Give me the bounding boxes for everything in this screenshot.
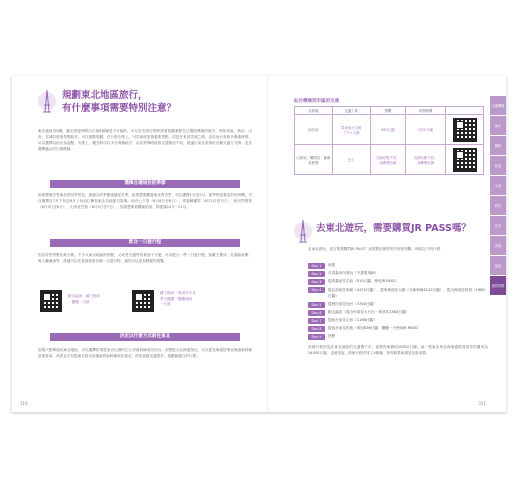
chapter-tab[interactable]: 福島 bbox=[490, 256, 506, 276]
day-badge: Day 4 bbox=[308, 287, 325, 293]
itinerary-row bbox=[308, 301, 498, 308]
qr2-caption-line: 季大樓纜・鹽竈城址 bbox=[160, 296, 193, 301]
jr-pass-closing: 這個行程因為在東北地區的交通費不多，需要的車費約20832日圓，而一張東北與北海道通路周遊券的費用為24000日圓，也就是說，即使行程安排了4個縣，但每程乘車還是比較划算。 bbox=[308, 345, 488, 355]
itinerary-row bbox=[308, 270, 498, 277]
section-heading-transport: 決定以什麼方式前往東北 bbox=[50, 333, 240, 341]
itinerary-row bbox=[308, 325, 498, 332]
page-number-left: 310 bbox=[20, 401, 28, 406]
day-text: 從青森前往弘前（510日圓，使用JR PASS） bbox=[328, 279, 399, 283]
page-number-right: 311 bbox=[478, 401, 486, 406]
chapter-tab[interactable]: 松島 bbox=[490, 156, 506, 176]
qr-code-icon[interactable] bbox=[453, 148, 477, 172]
qr-code-icon[interactable] bbox=[40, 290, 62, 312]
qr2-caption-line: 一日遊 bbox=[160, 302, 171, 306]
itinerary-row bbox=[308, 317, 498, 324]
table-row bbox=[295, 115, 484, 145]
itinerary-row bbox=[308, 286, 498, 300]
chapter-tab[interactable]: 岩手 bbox=[490, 216, 506, 236]
table-cell: 各線站點不同， 請參閱官網 bbox=[370, 145, 406, 175]
transport-table bbox=[294, 106, 484, 175]
table-cell: 電車仙台空港 アクセス線 bbox=[332, 115, 370, 145]
table-cell: 各線站點不同， 請參閱官網 bbox=[406, 145, 446, 175]
table-header-row bbox=[295, 107, 484, 115]
itinerary-row bbox=[308, 309, 498, 316]
day-text: 從仙台前往山形（1166日圓） bbox=[328, 318, 377, 322]
day-badge: Day 8 bbox=[308, 326, 325, 332]
day-text: 銀山溫泉（從山形前往大石田・來回共1360日圓） bbox=[328, 310, 410, 314]
day-text: 從弘前前往角館（2470日圓），從角館前往大館（全新幹線4210日圓），從大館前往秋田（1980日圓） bbox=[328, 287, 485, 298]
table-cell: 巴士 bbox=[332, 145, 370, 175]
day-badge: Day 5 bbox=[308, 302, 325, 308]
page-title-line2: 有什麼事項需要特別注意？ bbox=[62, 103, 177, 114]
table-cell: 山形站、鶴岡站・會津若松等 bbox=[295, 145, 333, 175]
table-header: 交通工具 bbox=[332, 107, 370, 115]
season-paragraph: 如果想要享受東北的四季景色，最適合的季節建議是冬季，如果想要觀賞東北的雪景，可以選擇1月至2月；夏季則是賞花的好時機，可以選擇在7月下旬至8月上旬前往參加東北各地夏日祭典。仙台七夕祭（8月6日至8日）、青森睡魔祭（8月2日至7日）、秋田竿燈祭（8月3日至6日）、山形花笠祭（8月5日至7日），如果想要看楓葉的話，則建議10月~11月。 bbox=[38, 193, 252, 209]
qr1-caption-line: ・鹽竈一日遊 bbox=[68, 299, 90, 304]
jr-pass-intro: 去東北遊玩，是否需要購買JR PASS？這需要依照你的行程來判斷，例如以下的行程： bbox=[308, 247, 444, 251]
day-badge: Day 3 bbox=[308, 279, 325, 285]
qr2-caption bbox=[160, 291, 196, 308]
table-cell bbox=[446, 145, 484, 175]
table-cell: 約25分鐘 bbox=[406, 115, 446, 145]
eiffel-tower-icon bbox=[294, 218, 312, 244]
itinerary-row bbox=[308, 333, 498, 340]
left-page bbox=[12, 76, 267, 412]
section-heading-season: 選擇合適這份的季節 bbox=[50, 180, 240, 188]
day-badge: Day 2 bbox=[308, 271, 325, 277]
day-text: 在青森市內遊玩（不需要用JR） bbox=[328, 271, 379, 275]
qr1-caption-line: 銀山溫泉・藏王樹冰 bbox=[68, 294, 101, 298]
intro-paragraph: 東北地區有6縣，雖在旅遊時間內日遊6個縣是不可能的，可以在安排行程時需要規劃重點在已選進傳過的地方，例如青森、秋田、山形、宮城的旅遊景點較多，可以重點規劃，在行程安排上，可以深度旅遊重要景點，或是在來回宮城之間，由於仙台有較多優惠時程，可以選擇以仙台為起點，安排上，觀光時可以多走幾個地方，由於特殊時段的交通情況不同，建議行前先查詢好各種交通方式JR，並先選擇適合的行程路線。 bbox=[38, 129, 252, 151]
chapter-tab[interactable]: 購物 bbox=[490, 136, 506, 156]
day-text: 從秋田前往仙台（3740日圓） bbox=[328, 302, 377, 306]
day-badge: Day 6 bbox=[308, 310, 325, 316]
day-text: 回程 bbox=[328, 334, 336, 338]
table-title: 仙台機場到市區的交通 bbox=[294, 99, 339, 104]
table-cell: 仙台站 bbox=[295, 115, 333, 145]
day-badge: Day 1 bbox=[308, 263, 325, 269]
day-text: 從仙台前往松島（來回836日圓，鹽竈一天使用JR PASS） bbox=[328, 326, 421, 330]
day-text: 到達 bbox=[328, 263, 336, 267]
table-header bbox=[446, 107, 484, 115]
itinerary-row bbox=[308, 278, 498, 285]
chapter-tab-active[interactable]: 旅遊攻略 bbox=[490, 276, 506, 296]
right-page bbox=[268, 76, 506, 412]
chapter-tab[interactable]: 仙台 bbox=[490, 116, 506, 136]
table-cell bbox=[446, 115, 484, 145]
table-cell: 660日圓 bbox=[370, 115, 406, 145]
day-badge: Day 7 bbox=[308, 318, 325, 324]
chapter-tab[interactable]: 秋田 bbox=[490, 196, 506, 216]
eiffel-tower-icon bbox=[38, 88, 56, 114]
qr1-caption bbox=[68, 294, 100, 305]
table-header: 目的地 bbox=[295, 107, 333, 115]
transport-paragraph: 如果只想單純玩東北地區，可以選擇搭乘從東京出發的巴士或新幹線前往仙台；如想配合北海道遊玩，可以從北海道搭乘北海道新幹線抵達青森，或者也可以從東京經北陸地區的新幹線前往東北，再依當地交通需求，規劃最適合的行程。 bbox=[38, 348, 252, 358]
jr-pass-title: 去東北遊玩，需要購買JR PASS嗎？ bbox=[316, 223, 471, 234]
daytrip-paragraph: 因為有些景點比較分散，不少大東京地區的景點，又或是交通等因素而不方便，可以配合一些一日遊行程，如藏王樹冰、乳頭溫泉鄉、奧入瀨溪流等，建議可以先查詢看看各種一日遊行程，讓你可以更加輕鬆的遊覽。 bbox=[38, 253, 252, 263]
qr2-caption-line: 藏王樹冰・奧羽村夫冬 bbox=[160, 291, 196, 295]
page-title-line1: 規劃東北地區旅行， bbox=[62, 90, 148, 101]
qr-code-icon[interactable] bbox=[132, 290, 154, 312]
table-row bbox=[295, 145, 484, 175]
chapter-tab[interactable]: 山形 bbox=[490, 176, 506, 196]
itinerary-row bbox=[308, 262, 498, 269]
qr-code-icon[interactable] bbox=[453, 118, 477, 142]
chapter-tab[interactable]: 交通機場 bbox=[490, 96, 506, 116]
chapter-tab[interactable]: 青森 bbox=[490, 236, 506, 256]
section-heading-daytrip: 配合一日遊行程 bbox=[50, 239, 240, 247]
table-header: 所需時間 bbox=[406, 107, 446, 115]
table-header: 票價 bbox=[370, 107, 406, 115]
day-badge: Day 9 bbox=[308, 334, 325, 340]
book-spread bbox=[12, 76, 506, 412]
chapter-tabs bbox=[490, 96, 506, 296]
